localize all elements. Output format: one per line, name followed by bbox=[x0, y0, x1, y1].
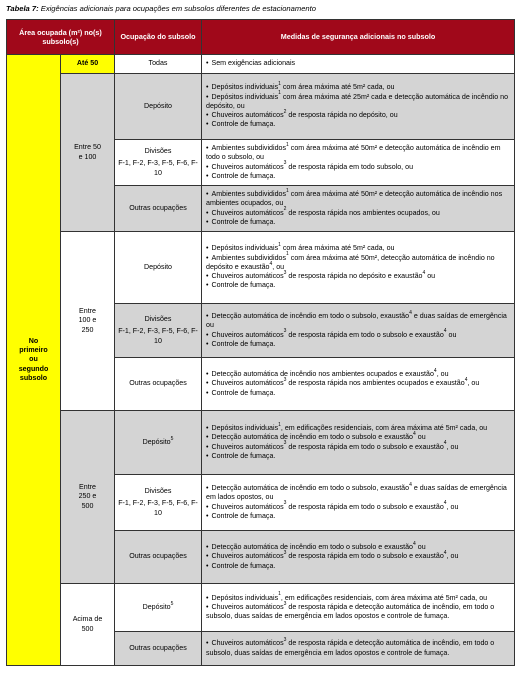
measure-text: com área máxima até 5m² cada, ou bbox=[280, 83, 395, 92]
measure-text: de resposta rápida no depósito e exaustão bbox=[286, 272, 423, 281]
measure-text: de resposta rápida nos ambientes ocupados, ou bbox=[286, 208, 440, 217]
header-measures: Medidas de segurança adicionais no subsolo bbox=[202, 20, 515, 55]
footnote-ref: 3 bbox=[283, 269, 287, 276]
occupation-label bbox=[118, 263, 198, 272]
footnote-ref: 1 bbox=[278, 421, 281, 428]
table-row bbox=[7, 584, 515, 632]
measure-item bbox=[206, 512, 510, 521]
measure-text: Controle de fumaça. bbox=[211, 451, 276, 460]
header-area: Área ocupada (m²) no(s) subsolo(s) bbox=[7, 20, 115, 55]
measure-text: , ou bbox=[467, 379, 480, 388]
measure-text: Detecção automática de incêndio em todo o subsolo, exaustão bbox=[211, 312, 410, 321]
table-body bbox=[7, 55, 515, 666]
occupation-cell bbox=[115, 55, 202, 74]
measure-text: Detecção automática de incêndio em todo o subsolo e exaustão bbox=[211, 433, 413, 442]
measure-text: Detecção automática de incêndio em todo o subsolo, exaustão bbox=[211, 484, 410, 493]
area-range-label: Acima de 500 bbox=[72, 615, 103, 633]
occupation-cell bbox=[115, 531, 202, 584]
footnote-ref: 5 bbox=[170, 435, 174, 442]
area-range-label: Entre 250 e 500 bbox=[78, 483, 97, 510]
occupation-cell bbox=[115, 304, 202, 358]
measure-text: Chuveiros automáticos bbox=[211, 379, 284, 388]
area-range-label: Até 50 bbox=[76, 59, 99, 68]
measures-cell bbox=[202, 232, 515, 304]
measure-text: Controle de fumaça. bbox=[211, 120, 276, 129]
occupation-cell bbox=[115, 74, 202, 140]
measure-text: com área máxima até 50m² e detecção automática de incêndio nos ambientes ocupados, ou bbox=[206, 190, 503, 208]
footnote-ref: 3 bbox=[283, 377, 287, 384]
occupation-cell bbox=[115, 186, 202, 232]
caption-label: Tabela 7: bbox=[6, 4, 39, 13]
footnote-ref: 1 bbox=[286, 187, 289, 194]
measure-item bbox=[206, 281, 510, 290]
measure-item bbox=[206, 591, 510, 603]
measure-text: com área máxima até 25m² cada e detecção automática de incêndio no depósito, ou bbox=[206, 92, 509, 110]
measure-text: Ambientes subdivididos bbox=[211, 253, 287, 262]
measures-cell bbox=[202, 55, 515, 74]
footnote-ref: 3 bbox=[283, 500, 287, 507]
measures-cell bbox=[202, 74, 515, 140]
measure-text: Detecção automática de incêndio nos ambientes ocupados e exaustão bbox=[211, 370, 434, 379]
measure-text: , em edificações residenciais, com área máxima até 5m² cada, ou bbox=[280, 593, 488, 602]
footnote-ref: 1 bbox=[278, 90, 281, 97]
measure-text: Depósitos individuais bbox=[211, 92, 279, 101]
measure-text: de resposta rápida em todo o subsolo e exaustão bbox=[286, 330, 444, 339]
measure-text: Ambientes subdivididos bbox=[211, 144, 287, 153]
footnote-ref: 5 bbox=[170, 600, 174, 607]
measure-text: Chuveiros automáticos bbox=[211, 442, 284, 451]
measure-text: Chuveiros automáticos bbox=[211, 552, 284, 561]
measure-item bbox=[206, 452, 510, 461]
measure-item bbox=[206, 269, 510, 281]
occupation-label bbox=[118, 552, 198, 561]
measure-item bbox=[206, 59, 510, 68]
table-row bbox=[7, 55, 515, 74]
measure-text: Controle de fumaça. bbox=[211, 217, 276, 226]
measure-text: Detecção automática de incêndio em todo o subsolo e exaustão bbox=[211, 543, 413, 552]
measure-item bbox=[206, 636, 510, 657]
measure-item bbox=[206, 379, 510, 388]
occupation-cell bbox=[115, 632, 202, 666]
measure-text: e duas saídas de emergência em lados opostos, ou bbox=[206, 484, 507, 502]
occupation-text: Depósito bbox=[144, 101, 172, 110]
caption-text: Exigências adicionais para ocupações em subsolos diferentes de estacionamento bbox=[38, 4, 316, 13]
occupation-label bbox=[118, 315, 198, 324]
occupation-label bbox=[118, 644, 198, 653]
measures-cell bbox=[202, 140, 515, 186]
safety-requirements-table bbox=[6, 19, 515, 666]
footnote-ref: 4 bbox=[413, 540, 416, 547]
footnote-ref: 4 bbox=[269, 260, 273, 267]
measure-item bbox=[206, 340, 510, 349]
basement-cell bbox=[7, 55, 61, 666]
header-row bbox=[7, 20, 515, 55]
measure-item bbox=[206, 562, 510, 571]
footnote-ref: 1 bbox=[286, 141, 289, 148]
occupation-label bbox=[118, 487, 198, 496]
measure-text: , em edificações residenciais, com área máxima até 5m² cada, ou bbox=[280, 424, 488, 433]
measure-item bbox=[206, 172, 510, 181]
measures-cell bbox=[202, 632, 515, 666]
footnote-ref: 1 bbox=[278, 591, 281, 598]
measure-text: de resposta rápida e detecção automática de incêndio, em todo o subsolo, duas saídas de emergência em lados opostos e controle de fumaça. bbox=[206, 602, 495, 621]
measure-text: de resposta rápida nos ambientes ocupados e exaustão bbox=[286, 379, 465, 388]
measure-item bbox=[206, 141, 510, 162]
table-caption bbox=[6, 4, 316, 13]
measure-text: com área máxima até 50m² e detecção automática de incêndio em todo o subsolo, ou bbox=[206, 144, 501, 162]
occupation-label bbox=[118, 102, 198, 111]
measures-cell bbox=[202, 411, 515, 475]
area-range-cell bbox=[61, 232, 115, 411]
measure-text: de resposta rápida em todo o subsolo e exaustão bbox=[286, 442, 444, 451]
measure-item bbox=[206, 218, 510, 227]
occupation-cell bbox=[115, 140, 202, 186]
measure-text: de resposta rápida no depósito, ou bbox=[286, 111, 398, 120]
measure-text: e duas saídas de emergência ou bbox=[206, 312, 507, 330]
footnote-ref: 3 bbox=[283, 160, 287, 167]
footnote-ref: 4 bbox=[413, 430, 416, 437]
occupation-cell bbox=[115, 411, 202, 475]
occupation-label bbox=[118, 379, 198, 388]
measure-text: , ou bbox=[446, 552, 459, 561]
measure-item bbox=[206, 540, 510, 552]
measure-item bbox=[206, 328, 510, 340]
measure-text: Chuveiros automáticos bbox=[211, 639, 284, 648]
table-row bbox=[7, 411, 515, 475]
area-range-cell bbox=[61, 411, 115, 584]
footnote-ref: 1 bbox=[278, 81, 281, 88]
measures-cell bbox=[202, 531, 515, 584]
footnote-ref: 2 bbox=[283, 206, 287, 213]
measures-cell bbox=[202, 584, 515, 632]
area-range-label: Entre 100 e 250 bbox=[78, 307, 97, 334]
measures-cell bbox=[202, 475, 515, 531]
footnote-ref: 4 bbox=[443, 500, 447, 507]
measure-text: Chuveiros automáticos bbox=[211, 330, 284, 339]
measure-item bbox=[206, 481, 510, 502]
measure-text: ou bbox=[446, 330, 457, 339]
occupation-text: Outras ocupações bbox=[129, 203, 187, 212]
measure-text: de resposta rápida em todo o subsolo e exaustão bbox=[286, 552, 444, 561]
occupation-text: Todas bbox=[148, 59, 168, 68]
measure-text: Depósitos individuais bbox=[211, 593, 279, 602]
footnote-ref: 4 bbox=[409, 309, 412, 316]
area-range-cell bbox=[61, 55, 115, 74]
occupation-label bbox=[118, 204, 198, 213]
occupation-text: Divisões bbox=[144, 315, 172, 324]
occupation-cell bbox=[115, 475, 202, 531]
measure-text: , ou bbox=[436, 370, 449, 379]
occupation-text: Outras ocupações bbox=[129, 643, 187, 652]
measure-item bbox=[206, 206, 510, 218]
measure-text: Controle de fumaça. bbox=[211, 388, 276, 397]
measure-text: Controle de fumaça. bbox=[211, 511, 276, 520]
occupation-text: Depósito bbox=[144, 262, 172, 271]
measure-text: Controle de fumaça. bbox=[211, 339, 276, 348]
occupation-divisions: F-1, F-2, F-3, F-5, F-6, F-10 bbox=[118, 327, 198, 345]
occupation-divisions: F-1, F-2, F-3, F-5, F-6, F-10 bbox=[118, 499, 198, 517]
measures-cell bbox=[202, 304, 515, 358]
measure-text: Controle de fumaça. bbox=[211, 561, 276, 570]
measure-text: Depósitos individuais bbox=[211, 83, 279, 92]
area-range-label: Entre 50 e 100 bbox=[74, 143, 101, 161]
footnote-ref: 4 bbox=[433, 367, 437, 374]
basement-label: No primeiro ou segundo subsolo bbox=[18, 336, 49, 382]
footnote-ref: 4 bbox=[443, 550, 447, 557]
occupation-text: Outras ocupações bbox=[129, 379, 187, 388]
occupation-cell bbox=[115, 358, 202, 411]
measure-item bbox=[206, 251, 510, 272]
occupation-text: Depósito bbox=[142, 437, 171, 446]
measure-item bbox=[206, 187, 510, 208]
measure-item bbox=[206, 440, 510, 452]
occupation-text: Divisões bbox=[144, 487, 172, 496]
footnote-ref: 2 bbox=[283, 108, 287, 115]
table-row bbox=[7, 232, 515, 304]
measure-text: Depósitos individuais bbox=[211, 244, 279, 253]
footnote-ref: 1 bbox=[286, 251, 289, 258]
measure-item bbox=[206, 244, 510, 253]
footnote-ref: 3 bbox=[283, 550, 287, 557]
occupation-text: Depósito bbox=[142, 602, 171, 611]
measure-text: Chuveiros automáticos bbox=[211, 602, 284, 611]
footnote-ref: 3 bbox=[283, 600, 287, 607]
measure-text: Depósitos individuais bbox=[211, 424, 279, 433]
measure-item bbox=[206, 309, 510, 330]
occupation-cell bbox=[115, 584, 202, 632]
measure-text: ou bbox=[415, 543, 426, 552]
measure-text: Chuveiros automáticos bbox=[211, 111, 284, 120]
measure-text: com área máxima até 50m², detecção automática de incêndio no depósito e exaustão bbox=[206, 253, 495, 271]
measure-text: com área máxima até 5m² cada, ou bbox=[280, 244, 395, 253]
occupation-label bbox=[118, 600, 198, 612]
footnote-ref: 4 bbox=[443, 328, 447, 335]
occupation-label bbox=[118, 147, 198, 156]
occupation-cell bbox=[115, 232, 202, 304]
measure-item bbox=[206, 83, 510, 92]
occupation-text: Divisões bbox=[144, 147, 172, 156]
measure-text: Ambientes subdivididos bbox=[211, 190, 287, 199]
measure-text: , ou bbox=[446, 442, 459, 451]
measure-text: Sem exigências adicionais bbox=[211, 59, 296, 68]
measure-item bbox=[206, 90, 510, 111]
footnote-ref: 4 bbox=[443, 440, 447, 447]
measure-item bbox=[206, 552, 510, 561]
header-occupation: Ocupação do subsolo bbox=[115, 20, 202, 55]
measure-text: de resposta rápida em todo o subsolo e exaustão bbox=[286, 502, 444, 511]
occupation-text: Outras ocupações bbox=[129, 552, 187, 561]
occupation-label bbox=[118, 435, 198, 447]
occupation-divisions: F-1, F-2, F-3, F-5, F-6, F-10 bbox=[118, 159, 198, 177]
footnote-ref: 4 bbox=[409, 481, 412, 488]
measure-text: ou bbox=[415, 433, 426, 442]
table-row bbox=[7, 74, 515, 140]
measures-cell bbox=[202, 186, 515, 232]
footnote-ref: 1 bbox=[278, 242, 281, 249]
footnote-ref: 3 bbox=[283, 440, 287, 447]
footnote-ref: 4 bbox=[422, 269, 426, 276]
measure-text: ou bbox=[425, 272, 436, 281]
measure-item bbox=[206, 389, 510, 398]
footnote-ref: 4 bbox=[464, 377, 468, 384]
measure-item bbox=[206, 421, 510, 433]
measure-item bbox=[206, 108, 510, 120]
measure-text: de resposta rápida e detecção automática de incêndio, em todo o subsolo, duas saídas de emergência em lados opostos e controle de fumaça. bbox=[206, 639, 495, 657]
measure-item bbox=[206, 600, 510, 621]
footnote-ref: 3 bbox=[283, 328, 287, 335]
measure-item bbox=[206, 430, 510, 442]
area-range-cell bbox=[61, 74, 115, 232]
measure-item bbox=[206, 500, 510, 512]
measure-item bbox=[206, 160, 510, 172]
measure-text: Chuveiros automáticos bbox=[211, 272, 284, 281]
measure-text: Controle de fumaça. bbox=[211, 281, 276, 290]
footnote-ref: 3 bbox=[283, 636, 287, 643]
measure-text: Chuveiros automáticos bbox=[211, 208, 284, 217]
measure-text: , ou bbox=[272, 262, 285, 271]
measures-cell bbox=[202, 358, 515, 411]
measure-text: de resposta rápida em todo subsolo, ou bbox=[286, 162, 414, 171]
measure-text: Chuveiros automáticos bbox=[211, 502, 284, 511]
occupation-label bbox=[118, 59, 198, 68]
area-range-cell bbox=[61, 584, 115, 666]
measure-text: , ou bbox=[446, 502, 459, 511]
measure-item bbox=[206, 120, 510, 129]
measure-text: Controle de fumaça. bbox=[211, 171, 276, 180]
measure-text: Chuveiros automáticos bbox=[211, 162, 284, 171]
